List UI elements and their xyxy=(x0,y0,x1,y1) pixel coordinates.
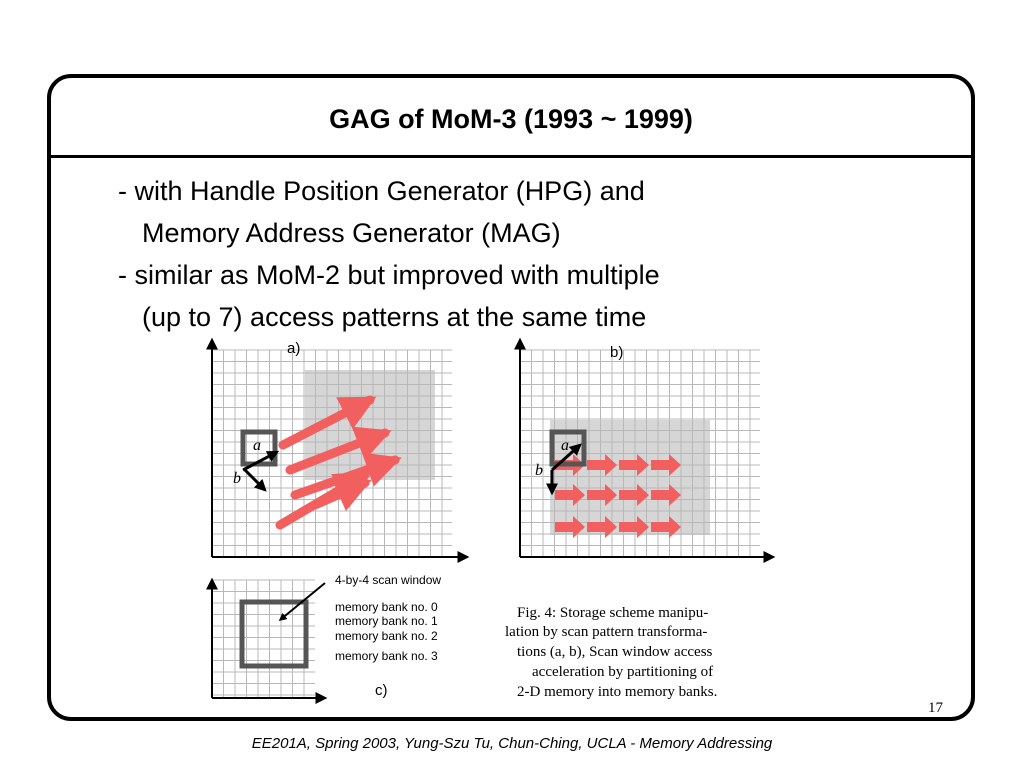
caption-line-3: tions (a, b), Scan window access xyxy=(517,644,713,660)
vector-a-label-b: a xyxy=(561,437,569,454)
vector-b-label: b xyxy=(233,470,241,487)
panel-b-label: b) xyxy=(610,344,624,361)
vector-b-label-b: b xyxy=(535,462,543,479)
bullet-line-2: Memory Address Generator (MAG) xyxy=(142,218,561,248)
panel-a-label: a) xyxy=(287,340,301,357)
bank-0: memory bank no. 0 xyxy=(335,600,438,614)
panel-b xyxy=(520,340,773,557)
page-number: 17 xyxy=(928,700,943,716)
caption-line-2: lation by scan pattern transforma- xyxy=(505,624,708,640)
vector-a-label: a xyxy=(253,437,261,454)
title-divider xyxy=(47,155,975,158)
footer-text: EE201A, Spring 2003, Yung-Szu Tu, Chun-Ching, UCLA - Memory Addressing xyxy=(251,735,773,752)
storage-scheme-figure xyxy=(195,335,795,710)
panel-c-grid xyxy=(212,580,315,698)
vector-b-arrow xyxy=(245,470,265,490)
caption-line-1: Fig. 4: Storage scheme manipu- xyxy=(517,605,709,621)
caption-line-5: 2-D memory into memory banks. xyxy=(517,684,718,700)
bank-3: memory bank no. 3 xyxy=(335,649,438,663)
caption-line-4: acceleration by partitioning of xyxy=(532,664,714,680)
figure-caption xyxy=(505,605,717,700)
vector-a-arrow xyxy=(243,452,277,470)
slide-title: GAG of MoM-3 (1993 ~ 1999) xyxy=(329,104,693,134)
panel-c-label: c) xyxy=(375,682,388,699)
scan-window-box xyxy=(242,602,306,666)
bank-1: memory bank no. 1 xyxy=(335,614,438,628)
panel-c xyxy=(212,573,441,699)
bullet-line-1: - with Handle Position Generator (HPG) and xyxy=(118,176,645,206)
panel-a xyxy=(212,340,467,557)
scan-window-label: 4-by-4 scan window xyxy=(335,573,442,587)
bank-2: memory bank no. 2 xyxy=(335,629,438,643)
bullet-list xyxy=(118,170,660,338)
bullet-line-4: (up to 7) access patterns at the same time xyxy=(142,302,647,332)
bullet-line-3: - similar as MoM-2 but improved with multiple xyxy=(118,260,660,290)
